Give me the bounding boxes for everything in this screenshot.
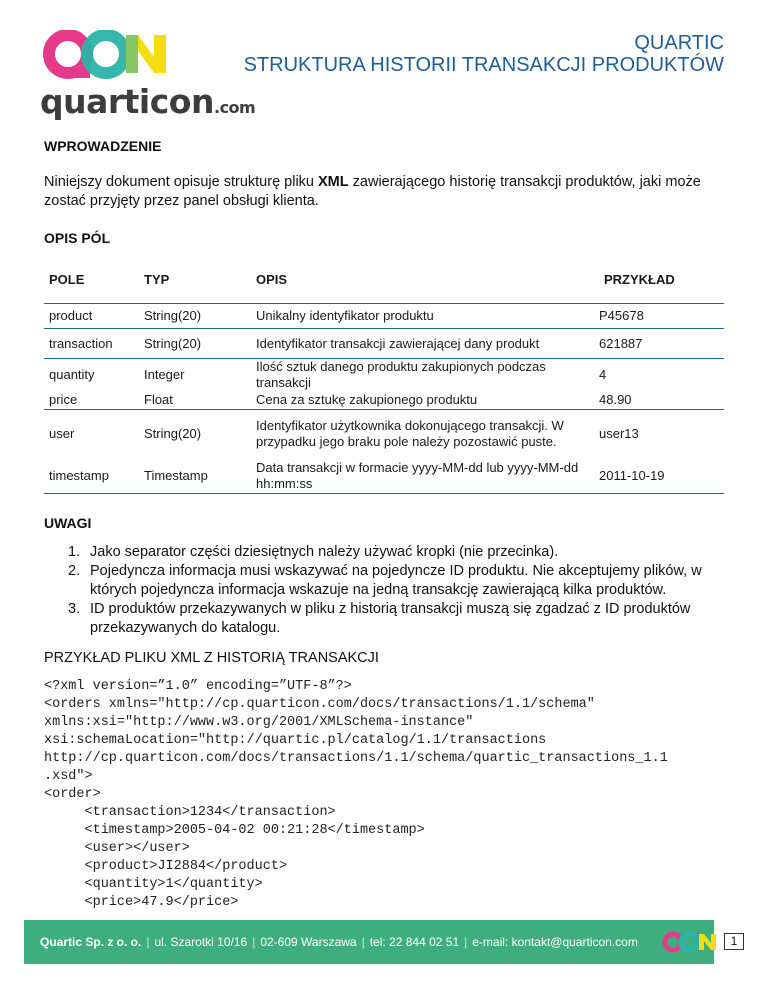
cell-pole: user — [49, 426, 75, 441]
notes-list — [68, 543, 740, 638]
document-brand-title: QUARTIC — [634, 32, 724, 54]
table-row — [44, 303, 724, 329]
footer-city: 02-609 Warszawa — [260, 935, 357, 949]
note-text: Jako separator części dziesiętnych należy używać kropki (nie przecinka). — [90, 544, 559, 560]
xml-code-block: <?xml version=”1.0” encoding=”UTF-8”?> <orders xmlns="http://cp.quarticon.com/docs/transactions/1.1/schema" xmlns:xsi="http://www.w3.org/2001/XMLSchema-instance" xsi:schemaLocation="http://quartic.pl/catalog/1.1/transactions http://cp.quarticon.com/docs/transactions/1.1/schema/quartic_transactions_1.1 .xsd"> <order> <transaction>1234</transaction> <timestamp>2005-04-02 00:21:28</timestamp> <user></user> <product>JI2884</product> <quantity>1</quantity> <price>47.9</price> — [44, 679, 668, 910]
quarticon-logo — [40, 30, 256, 121]
intro-heading: WPROWADZENIE — [44, 138, 162, 154]
note-number: 3. — [68, 601, 81, 617]
cell-przyklad: user13 — [599, 426, 639, 441]
cell-typ: String(20) — [144, 426, 202, 441]
footer-contact — [40, 920, 638, 964]
table-row — [44, 329, 724, 359]
cell-typ: Timestamp — [144, 467, 208, 483]
cell-przyklad: P45678 — [599, 308, 644, 323]
footer-email: e-mail: kontakt@quarticon.com — [472, 935, 638, 949]
cell-pole: product — [49, 308, 93, 323]
note-text: ID produktów przekazywanych w pliku z historią transakcji muszą się zgadzać z ID produktów przekazywanych do katalogu. — [90, 601, 691, 636]
cell-typ: Integer — [144, 367, 185, 382]
cell-typ: Float — [144, 392, 173, 407]
footer-company: Quartic Sp. z o. o. — [40, 935, 142, 949]
footer-phone: tel: 22 844 02 51 — [369, 935, 460, 949]
qon-logo-mark-icon — [40, 30, 215, 85]
column-header-przyklad: PRZYKŁAD — [604, 272, 675, 287]
cell-opis: Data transakcji w formacie yyyy-MM-dd lub yyyy-MM-dd hh:mm:ss — [256, 459, 579, 491]
column-header-typ: TYP — [144, 272, 170, 287]
cell-przyklad: 4 — [599, 367, 607, 382]
cell-typ: String(20) — [144, 308, 202, 323]
footer-separator: | — [361, 935, 365, 949]
footer-bar — [24, 920, 714, 964]
table-row — [44, 458, 724, 494]
cell-pole: transaction — [49, 335, 113, 351]
table-row — [44, 391, 724, 410]
note-number: 2. — [68, 563, 81, 579]
list-item — [68, 543, 740, 562]
table-row — [44, 410, 724, 458]
footer-separator: | — [146, 935, 150, 949]
xml-keyword: XML — [318, 174, 349, 190]
cell-typ: String(20) — [144, 335, 202, 351]
cell-pole: timestamp — [49, 467, 109, 483]
document-subtitle: STRUKTURA HISTORII TRANSAKCJI PRODUKTÓW — [243, 54, 724, 76]
column-header-pole: POLE — [49, 272, 85, 287]
fields-heading: OPIS PÓL — [44, 230, 111, 246]
qon-footer-logo-icon — [662, 928, 722, 956]
xml-example-heading: PRZYKŁAD PLIKU XML Z HISTORIĄ TRANSAKCJI — [44, 650, 379, 666]
cell-pole: quantity — [49, 367, 95, 382]
intro-paragraph: Niniejszy dokument opisuje strukturę pliku XML zawierającego historię transakcji produktów, jaki może zostać przyjęty przez panel obsługi klienta. — [44, 174, 701, 209]
table-row — [44, 359, 724, 391]
page-number: 1 — [724, 933, 744, 950]
list-item — [68, 562, 740, 600]
cell-opis: Identyfikator użytkownika dokonującego transakcji. W przypadku jego braku pole należy pozostawić puste. — [256, 418, 564, 449]
footer-address: ul. Szarotki 10/16 — [154, 935, 248, 949]
cell-przyklad: 2011-10-19 — [599, 467, 665, 483]
logo-wordmark: quarticon.com — [40, 82, 256, 121]
footer-separator: | — [464, 935, 468, 949]
list-item — [68, 600, 740, 638]
note-number: 1. — [68, 544, 81, 560]
cell-przyklad: 621887 — [599, 335, 643, 351]
cell-przyklad: 48.90 — [599, 392, 632, 407]
cell-opis: Ilość sztuk danego produktu zakupionych podczas transakcji — [256, 359, 546, 390]
column-header-opis: OPIS — [256, 272, 288, 287]
footer-separator: | — [252, 935, 256, 949]
notes-heading: UWAGI — [44, 515, 92, 531]
note-text: Pojedyncza informacja musi wskazywać na pojedyncze ID produktu. Nie akceptujemy plików, w których pojedyncza informacja wskazuje na jedną transakcję zawierającą kilka produktów. — [90, 563, 702, 598]
cell-pole: price — [49, 392, 78, 407]
cell-opis: Cena za sztukę zakupionego produktu — [256, 392, 478, 407]
cell-opis: Identyfikator transakcji zawierającej dany produkt — [256, 335, 540, 351]
cell-opis: Unikalny identyfikator produktu — [256, 308, 434, 323]
